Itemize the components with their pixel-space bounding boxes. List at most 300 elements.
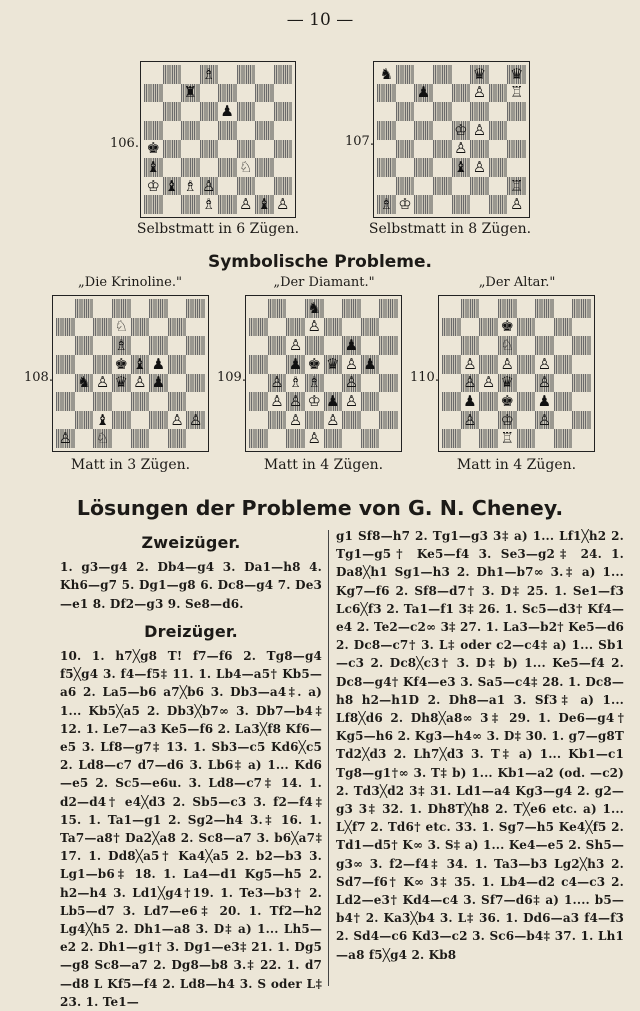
chess-piece: ♗ xyxy=(202,64,216,83)
board-square xyxy=(249,318,268,337)
board-square xyxy=(56,318,75,337)
chess-piece: ♙ xyxy=(188,410,203,429)
chess-piece: ♝ xyxy=(133,354,147,373)
chess-piece: ♙ xyxy=(326,410,340,429)
board-square xyxy=(163,140,182,159)
board-square xyxy=(361,318,380,337)
board-square xyxy=(286,318,305,337)
board-square xyxy=(535,429,554,448)
board-square xyxy=(75,429,94,448)
board-square xyxy=(498,355,517,374)
board-square xyxy=(149,429,168,448)
board-square xyxy=(255,195,274,214)
board-square xyxy=(112,374,131,393)
board-square xyxy=(377,177,396,196)
board-square xyxy=(414,102,433,121)
chess-piece: ♙ xyxy=(170,410,184,429)
zweizueger-heading: Zweizüger. xyxy=(141,533,241,552)
board-square xyxy=(379,392,398,411)
board-square xyxy=(268,355,287,374)
board-square xyxy=(342,429,361,448)
board-square xyxy=(470,140,489,159)
board-square xyxy=(149,355,168,374)
section-heading: Symbolische Probleme. xyxy=(207,252,433,272)
board-square xyxy=(237,140,256,159)
board-square xyxy=(149,336,168,355)
board-motto-110: „Der Altar." xyxy=(478,275,556,290)
board-square xyxy=(324,429,343,448)
board-square xyxy=(489,177,508,196)
board-square xyxy=(237,102,256,121)
board-square xyxy=(461,411,480,430)
chess-piece: ♞ xyxy=(379,64,394,83)
board-square xyxy=(144,102,163,121)
board-square xyxy=(274,102,293,121)
board-square xyxy=(507,140,526,159)
chess-piece: ♙ xyxy=(463,410,477,429)
board-square xyxy=(396,84,415,103)
board-square xyxy=(149,318,168,337)
board-square xyxy=(144,140,163,159)
board-square xyxy=(168,355,187,374)
chess-piece: ♙ xyxy=(537,410,552,429)
chess-piece: ♙ xyxy=(481,373,496,392)
board-square xyxy=(237,158,256,177)
board-square xyxy=(342,318,361,337)
board-square xyxy=(200,177,219,196)
board-square xyxy=(218,102,237,121)
chess-piece: ♙ xyxy=(500,354,514,373)
board-square xyxy=(379,374,398,393)
board-square xyxy=(572,429,591,448)
chess-piece: ♙ xyxy=(276,195,290,214)
board-square xyxy=(93,318,112,337)
board-square xyxy=(361,411,380,430)
board-square xyxy=(200,65,219,84)
board-square xyxy=(517,299,536,318)
board-square xyxy=(324,318,343,337)
chess-piece: ♟ xyxy=(151,354,166,373)
board-square xyxy=(433,65,452,84)
board-square xyxy=(554,318,573,337)
board-square xyxy=(268,336,287,355)
board-square xyxy=(56,374,75,393)
board-square xyxy=(452,158,471,177)
problem-number-110: 110. xyxy=(410,370,439,385)
board-square xyxy=(479,318,498,337)
board-square xyxy=(131,299,150,318)
board-square xyxy=(131,374,150,393)
board-square xyxy=(218,158,237,177)
chess-piece: ♗ xyxy=(379,195,394,214)
chess-piece: ♟ xyxy=(220,102,234,121)
chess-piece: ♗ xyxy=(183,176,197,195)
chess-piece: ♚ xyxy=(500,391,514,410)
board-square xyxy=(572,392,591,411)
board-square xyxy=(93,411,112,430)
chess-piece: ♙ xyxy=(537,354,552,373)
chess-piece: ♘ xyxy=(500,336,514,355)
problem-number-107: 107. xyxy=(345,134,374,149)
chess-piece: ♙ xyxy=(509,195,524,214)
solutions-heading: Lösungen der Probleme von G. N. Cheney. xyxy=(76,496,564,520)
board-square xyxy=(396,195,415,214)
chess-piece: ♟ xyxy=(416,83,431,102)
chess-piece: ♛ xyxy=(326,354,340,373)
board-square xyxy=(498,429,517,448)
board-square xyxy=(112,411,131,430)
board-square xyxy=(56,355,75,374)
board-square xyxy=(442,355,461,374)
chess-piece: ♛ xyxy=(472,64,487,83)
board-square xyxy=(218,84,237,103)
board-square xyxy=(93,429,112,448)
board-square xyxy=(377,65,396,84)
board-square xyxy=(144,84,163,103)
board-caption-106: Selbstmatt in 6 Zügen. xyxy=(136,221,300,237)
board-square xyxy=(200,84,219,103)
board-square xyxy=(305,392,324,411)
board-square xyxy=(181,195,200,214)
board-square xyxy=(572,374,591,393)
chess-piece: ♗ xyxy=(202,195,216,214)
board-square xyxy=(377,158,396,177)
board-square xyxy=(218,121,237,140)
board-square xyxy=(396,158,415,177)
zweizueger-text: 1. g3—g4 2. Db4—g4 3. Da1—h8 4. Kh6—g7 5. Dg1—g8 6. Dc8—g4 7. De3—e1 8. Df2—g3 9. Se8—d6. xyxy=(60,560,322,611)
board-square xyxy=(414,65,433,84)
board-square xyxy=(324,392,343,411)
board-square xyxy=(489,121,508,140)
board-square xyxy=(200,195,219,214)
chess-piece: ♘ xyxy=(95,429,110,448)
chess-piece: ♖ xyxy=(509,176,524,195)
board-square xyxy=(286,392,305,411)
board-square xyxy=(414,177,433,196)
board-square xyxy=(324,411,343,430)
problem-number-106: 106. xyxy=(110,136,139,151)
chess-piece: ♙ xyxy=(95,373,110,392)
board-square xyxy=(414,121,433,140)
chess-piece: ♔ xyxy=(454,120,468,139)
chess-piece: ♙ xyxy=(344,391,359,410)
board-square xyxy=(414,140,433,159)
chess-piece: ♙ xyxy=(537,373,552,392)
solutions-right-column xyxy=(336,527,624,964)
board-square xyxy=(507,195,526,214)
board-square xyxy=(554,336,573,355)
board-square xyxy=(305,355,324,374)
board-square xyxy=(56,299,75,318)
chess-piece: ♚ xyxy=(146,139,160,158)
board-square xyxy=(535,336,554,355)
board-square xyxy=(218,177,237,196)
board-square xyxy=(517,336,536,355)
board-square xyxy=(361,336,380,355)
board-square xyxy=(414,195,433,214)
board-square xyxy=(461,374,480,393)
board-square xyxy=(268,411,287,430)
chess-piece: ♝ xyxy=(146,157,160,176)
board-square xyxy=(479,411,498,430)
chess-board-107 xyxy=(373,61,530,218)
board-square xyxy=(554,299,573,318)
board-square xyxy=(218,140,237,159)
board-square xyxy=(268,392,287,411)
board-square xyxy=(56,336,75,355)
board-square xyxy=(168,299,187,318)
board-square xyxy=(498,411,517,430)
chess-piece: ♗ xyxy=(288,373,303,392)
board-square xyxy=(181,121,200,140)
board-square xyxy=(396,140,415,159)
board-square xyxy=(237,65,256,84)
board-square xyxy=(442,374,461,393)
board-square xyxy=(249,392,268,411)
board-square xyxy=(342,411,361,430)
board-square xyxy=(168,429,187,448)
board-square xyxy=(112,336,131,355)
board-square xyxy=(379,299,398,318)
board-square xyxy=(249,355,268,374)
board-square xyxy=(168,336,187,355)
board-square xyxy=(268,318,287,337)
board-square xyxy=(377,140,396,159)
board-square xyxy=(255,121,274,140)
board-square xyxy=(572,336,591,355)
board-square xyxy=(489,195,508,214)
board-square xyxy=(379,429,398,448)
board-square xyxy=(507,121,526,140)
board-square xyxy=(274,84,293,103)
chess-piece: ♚ xyxy=(307,354,321,373)
board-square xyxy=(452,102,471,121)
board-square xyxy=(342,374,361,393)
chess-piece: ♚ xyxy=(114,354,128,373)
board-square xyxy=(507,65,526,84)
board-square xyxy=(255,177,274,196)
board-square xyxy=(255,102,274,121)
board-square xyxy=(249,299,268,318)
board-square xyxy=(255,65,274,84)
board-square xyxy=(572,299,591,318)
board-square xyxy=(56,411,75,430)
board-square xyxy=(535,392,554,411)
chess-piece: ♟ xyxy=(344,336,359,355)
board-square xyxy=(479,355,498,374)
board-square xyxy=(149,411,168,430)
board-square xyxy=(452,65,471,84)
board-square xyxy=(498,299,517,318)
dreizueger-text: 10. 1. h7╳g8 T! f7—f6 2. Tg8—g4 f5╳g4 3. f4—f5‡ 11. 1. Lb4—a5† Kb5—a6 2. La5—b6 a7╳b6 3. Db3—a4‡. a) 1... Kb5╳a5 2. Db3╳b7∞ 3. Db7—b4‡ 12. 1. Le7—a3 Ke5—f6 2. La3╳f8 Kf6—e5 3. Lf8—g7‡ 13. 1. Sb3—c5 Kd6╳c5 2. Ld8—c7 d7—d6 3. Lb6‡ a) 1... Kd6—e5 2. Sc5—e6u. 3. Ld8—c7‡ 14. 1. d2—d4† e4╳d3 2. Sb5—c3 3. f2—f4‡ 15. 1. Ta1—g1 2. Sg2—h4 3.‡ 16. 1. Ta7—a8† Da2╳a8 2. Sc8—a7 3. b6╳a7‡ 17. 1. Dd8╳a5† Ka4╳a5 2. b2—b3 3. Lg1—b6‡ 18. 1. La4—d1 Kg5—h5 2. h2—h4 3. Ld1╳g4†19. 1. Te3—b3† 2. Lb5—d7 3. Ld7—e6‡ 20. 1. Tf2—h2 Lg4╳h5 2. Dh1—a8 3. D‡ a) 1... Lh5—e2 2. Dh1—g1† 3. Dg1—e3‡ 21. 1. Dg5—g8 Sc8—a7 2. Dg8—b8 3.‡ 22. 1. d7—d8 L Kf5—f4 2. Ld8—h4 3. S oder L‡ 23. 1. Te1— xyxy=(60,649,322,1009)
board-square xyxy=(163,195,182,214)
board-square xyxy=(163,65,182,84)
board-square xyxy=(414,84,433,103)
board-square xyxy=(517,411,536,430)
board-square xyxy=(186,355,205,374)
board-square xyxy=(433,102,452,121)
board-square xyxy=(470,102,489,121)
chess-piece: ♙ xyxy=(472,83,487,102)
board-square xyxy=(498,318,517,337)
board-square xyxy=(75,392,94,411)
board-square xyxy=(461,299,480,318)
board-square xyxy=(361,374,380,393)
board-square xyxy=(535,318,554,337)
chess-piece: ♔ xyxy=(146,176,160,195)
board-square xyxy=(274,158,293,177)
solutions-left-column xyxy=(60,527,322,1011)
chess-piece: ♞ xyxy=(307,298,321,317)
board-square xyxy=(470,84,489,103)
board-square xyxy=(181,158,200,177)
board-square xyxy=(200,102,219,121)
board-square xyxy=(442,429,461,448)
board-square xyxy=(200,121,219,140)
chess-piece: ♟ xyxy=(326,391,340,410)
chess-piece: ♔ xyxy=(500,410,514,429)
board-square xyxy=(442,411,461,430)
board-square xyxy=(286,429,305,448)
board-square xyxy=(479,336,498,355)
chess-piece: ♙ xyxy=(307,429,321,448)
board-square xyxy=(517,318,536,337)
board-square xyxy=(249,429,268,448)
board-square xyxy=(181,84,200,103)
board-square xyxy=(163,177,182,196)
board-square xyxy=(112,318,131,337)
board-square xyxy=(572,355,591,374)
board-square xyxy=(286,355,305,374)
board-square xyxy=(249,411,268,430)
chess-board-109 xyxy=(245,295,402,452)
board-square xyxy=(274,140,293,159)
board-square xyxy=(433,177,452,196)
board-square xyxy=(237,195,256,214)
board-square xyxy=(249,374,268,393)
chess-piece: ♙ xyxy=(270,391,284,410)
board-square xyxy=(489,140,508,159)
chess-piece: ♘ xyxy=(114,317,128,336)
board-square xyxy=(470,121,489,140)
board-square xyxy=(305,336,324,355)
board-square xyxy=(379,318,398,337)
board-square xyxy=(144,65,163,84)
board-square xyxy=(186,336,205,355)
chess-piece: ♙ xyxy=(463,373,477,392)
chess-piece: ♜ xyxy=(183,83,197,102)
board-square xyxy=(470,158,489,177)
board-square xyxy=(249,336,268,355)
board-square xyxy=(507,102,526,121)
board-square xyxy=(396,121,415,140)
column-divider xyxy=(328,530,329,986)
board-square xyxy=(452,84,471,103)
board-square xyxy=(452,177,471,196)
board-motto-109: „Der Diamant." xyxy=(273,275,375,290)
board-square xyxy=(168,411,187,430)
board-square xyxy=(181,177,200,196)
problem-number-109: 109. xyxy=(217,370,246,385)
board-square xyxy=(489,84,508,103)
chess-piece: ♔ xyxy=(398,195,412,214)
board-square xyxy=(75,336,94,355)
board-square xyxy=(200,140,219,159)
board-square xyxy=(396,65,415,84)
chess-piece: ♝ xyxy=(95,410,110,429)
board-square xyxy=(186,392,205,411)
board-square xyxy=(93,392,112,411)
chess-piece: ♟ xyxy=(288,354,303,373)
board-square xyxy=(489,158,508,177)
board-square xyxy=(507,84,526,103)
board-square xyxy=(112,299,131,318)
board-square xyxy=(93,374,112,393)
board-square xyxy=(305,411,324,430)
board-square xyxy=(112,429,131,448)
board-square xyxy=(93,355,112,374)
board-square xyxy=(470,195,489,214)
board-square xyxy=(377,102,396,121)
chess-piece: ♛ xyxy=(114,373,128,392)
board-square xyxy=(433,84,452,103)
board-square xyxy=(396,102,415,121)
chess-piece: ♖ xyxy=(509,83,524,102)
chess-piece: ♙ xyxy=(288,410,303,429)
board-square xyxy=(324,355,343,374)
board-square xyxy=(572,411,591,430)
board-square xyxy=(361,429,380,448)
chess-piece: ♖ xyxy=(500,429,514,448)
board-square xyxy=(377,195,396,214)
chess-piece: ♙ xyxy=(472,157,487,176)
board-square xyxy=(442,336,461,355)
board-square xyxy=(342,392,361,411)
chess-piece: ♙ xyxy=(239,195,253,214)
board-square xyxy=(163,102,182,121)
board-square xyxy=(461,318,480,337)
board-square xyxy=(433,121,452,140)
chess-piece: ♙ xyxy=(133,373,147,392)
board-square xyxy=(186,411,205,430)
chess-board-110 xyxy=(438,295,595,452)
board-square xyxy=(112,355,131,374)
board-square xyxy=(414,158,433,177)
board-square xyxy=(218,65,237,84)
board-square xyxy=(479,374,498,393)
board-square xyxy=(342,299,361,318)
board-square xyxy=(255,140,274,159)
board-square xyxy=(149,374,168,393)
board-square xyxy=(433,195,452,214)
board-square xyxy=(479,392,498,411)
chess-piece: ♙ xyxy=(58,429,73,448)
board-square xyxy=(379,336,398,355)
board-square xyxy=(461,336,480,355)
board-square xyxy=(268,374,287,393)
chess-piece: ♔ xyxy=(307,391,321,410)
board-square xyxy=(361,355,380,374)
chess-piece: ♝ xyxy=(257,195,271,214)
board-square xyxy=(554,355,573,374)
board-square xyxy=(342,336,361,355)
board-square xyxy=(274,177,293,196)
board-square xyxy=(274,121,293,140)
chess-piece: ♗ xyxy=(307,373,321,392)
board-square xyxy=(186,318,205,337)
chess-piece: ♟ xyxy=(151,373,166,392)
chess-piece: ♞ xyxy=(77,373,91,392)
